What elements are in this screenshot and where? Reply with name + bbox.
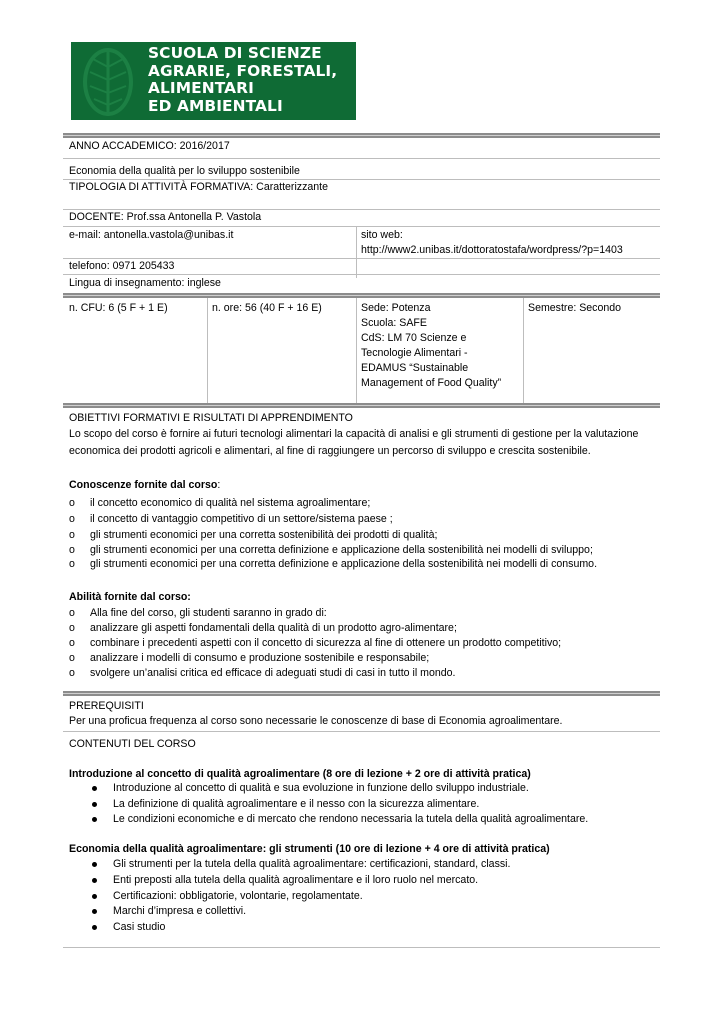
prerequisites-text: Per una proficua frequenza al corso sono necessarie le conoscenze di base di Economia agroalimentare. xyxy=(69,715,563,727)
list-item-text: analizzare i modelli di consumo e produzione sostenibile e responsabile; xyxy=(90,652,430,664)
prerequisites-heading: PREREQUISITI xyxy=(69,700,144,712)
bullet-text: La definizione di qualità agroalimentare e il nesso con la sicurezza alimentare. xyxy=(113,798,480,810)
location-line: Management of Food Quality” xyxy=(361,377,502,389)
section-divider xyxy=(63,403,660,408)
course-title: Economia della qualità per lo sviluppo sostenibile xyxy=(69,165,300,177)
teacher: DOCENTE: Prof.ssa Antonella P. Vastola xyxy=(69,211,262,223)
bullet-dot xyxy=(92,878,97,883)
knowledge-heading xyxy=(69,478,220,493)
row-divider xyxy=(63,226,660,227)
credits: n. CFU: 6 (5 F + 1 E) xyxy=(69,302,168,314)
semester: Semestre: Secondo xyxy=(528,302,622,314)
list-item-text: svolgere un’analisi critica ed efficace di adeguati studi di casi in tutto il mondo. xyxy=(90,667,456,679)
row-divider xyxy=(63,731,660,732)
bullet-text: Enti preposti alla tutela della qualità agroalimentare e il loro ruolo nel mercato. xyxy=(113,874,479,886)
circle-bullet: o xyxy=(69,497,75,509)
logo-line: ED AMBIENTALI xyxy=(148,96,283,115)
circle-bullet: o xyxy=(69,652,75,664)
skills-heading: Abilità fornite dal corso: xyxy=(69,591,191,603)
row-divider xyxy=(63,274,660,275)
section-divider xyxy=(63,691,660,696)
email[interactable]: e-mail: antonella.vastola@unibas.it xyxy=(69,229,234,241)
bullet-dot xyxy=(92,786,97,791)
bullet-dot xyxy=(92,802,97,807)
col-divider xyxy=(356,298,357,404)
circle-bullet: o xyxy=(69,544,75,556)
location-line: EDAMUS “Sustainable xyxy=(361,362,469,374)
logo-line: ALIMENTARI xyxy=(148,79,254,98)
bullet-text: Marchi d’impresa e collettivi. xyxy=(113,905,247,917)
bullet-text: Introduzione al concetto di qualità e sua evoluzione in funzione dello sviluppo industriale. xyxy=(113,782,529,794)
bullet-dot xyxy=(92,909,97,914)
list-item-text: gli strumenti economici per una corretta definizione e applicazione della sostenibilità nei modelli di consumo. xyxy=(90,558,598,570)
bullet-text: Gli strumenti per la tutela della qualità agroalimentare: certificazioni, standard, classi. xyxy=(113,858,511,870)
col-divider xyxy=(207,298,208,404)
bullet-text: Casi studio xyxy=(113,921,166,933)
list-item-text: gli strumenti economici per una corretta sostenibilità dei prodotti di qualità; xyxy=(90,529,438,541)
bullet-dot xyxy=(92,925,97,930)
location-line: Scuola: SAFE xyxy=(361,317,427,329)
section-title: Economia della qualità agroalimentare: gli strumenti (10 ore di lezione + 4 ore di attività pratica) xyxy=(69,843,550,855)
col-divider xyxy=(356,226,357,278)
academic-year: ANNO ACCADEMICO: 2016/2017 xyxy=(69,140,230,152)
bullet-text: Le condizioni economiche e di mercato che rendono necessaria la tutela della qualità agroalimentare. xyxy=(113,813,589,825)
circle-bullet: o xyxy=(69,637,75,649)
circle-bullet: o xyxy=(69,529,75,541)
list-item-text: Alla fine del corso, gli studenti saranno in grado di: xyxy=(90,607,327,619)
circle-bullet: o xyxy=(69,558,75,570)
circle-bullet: o xyxy=(69,607,75,619)
location-line: CdS: LM 70 Scienze e xyxy=(361,332,467,344)
location-line: Tecnologie Alimentari - xyxy=(361,347,468,359)
logo-line: AGRARIE, FORESTALI, xyxy=(148,61,338,80)
col-divider xyxy=(523,298,524,404)
phone: telefono: 0971 205433 xyxy=(69,260,175,272)
language: Lingua di insegnamento: inglese xyxy=(69,277,221,289)
section-divider xyxy=(63,293,660,298)
row-divider xyxy=(63,947,660,948)
knowledge-colon: : xyxy=(217,479,221,491)
bullet-text: Certificazioni: obbligatorie, volontarie, regolamentate. xyxy=(113,890,363,902)
location-line: Sede: Potenza xyxy=(361,302,431,314)
circle-bullet: o xyxy=(69,667,75,679)
bullet-dot xyxy=(92,894,97,899)
logo-line: SCUOLA DI SCIENZE xyxy=(148,44,322,62)
leaf-icon xyxy=(77,42,139,120)
knowledge-label: Conoscenze fornite dal corso xyxy=(69,479,218,491)
section-title: Introduzione al concetto di qualità agroalimentare (8 ore di lezione + 2 ore di attività pratica) xyxy=(69,768,531,780)
activity-type: TIPOLOGIA DI ATTIVITÀ FORMATIVA: Caratterizzante xyxy=(69,181,329,193)
circle-bullet: o xyxy=(69,622,75,634)
list-item-text: combinare i precedenti aspetti con il concetto di sicurezza al fine di ottenere un prodotto competitivo; xyxy=(90,637,562,649)
list-item-text: il concetto di vantaggio competitivo di un settore/sistema paese ; xyxy=(90,513,393,525)
section-divider xyxy=(63,133,660,138)
contents-heading: CONTENUTI DEL CORSO xyxy=(69,738,196,750)
school-logo xyxy=(71,42,356,120)
website-label: sito web: xyxy=(361,229,403,241)
logo-text xyxy=(148,45,337,115)
bullet-dot xyxy=(92,862,97,867)
list-item-text: gli strumenti economici per una corretta definizione e applicazione della sostenibilità nei modelli di sviluppo; xyxy=(90,544,593,556)
hours: n. ore: 56 (40 F + 16 E) xyxy=(212,302,322,314)
row-divider xyxy=(63,158,660,159)
list-item-text: il concetto economico di qualità nel sistema agroalimentare; xyxy=(90,497,371,509)
objectives-heading: OBIETTIVI FORMATIVI E RISULTATI DI APPRENDIMENTO xyxy=(69,412,353,424)
list-item-text: analizzare gli aspetti fondamentali della qualità di un prodotto agro-alimentare; xyxy=(90,622,457,634)
website-link[interactable]: http://www2.unibas.it/dottoratostafa/wordpress/?p=1403 xyxy=(361,244,623,256)
objectives-intro: Lo scopo del corso è fornire ai futuri tecnologi alimentari la capacità di analisi e gli strumenti di gestione per la valutazione economica dei prodotti agricoli e alimentari, al fine di raggiungere un percorso di sviluppo e crescita sostenibile. xyxy=(69,428,639,457)
circle-bullet: o xyxy=(69,513,75,525)
bullet-dot xyxy=(92,817,97,822)
